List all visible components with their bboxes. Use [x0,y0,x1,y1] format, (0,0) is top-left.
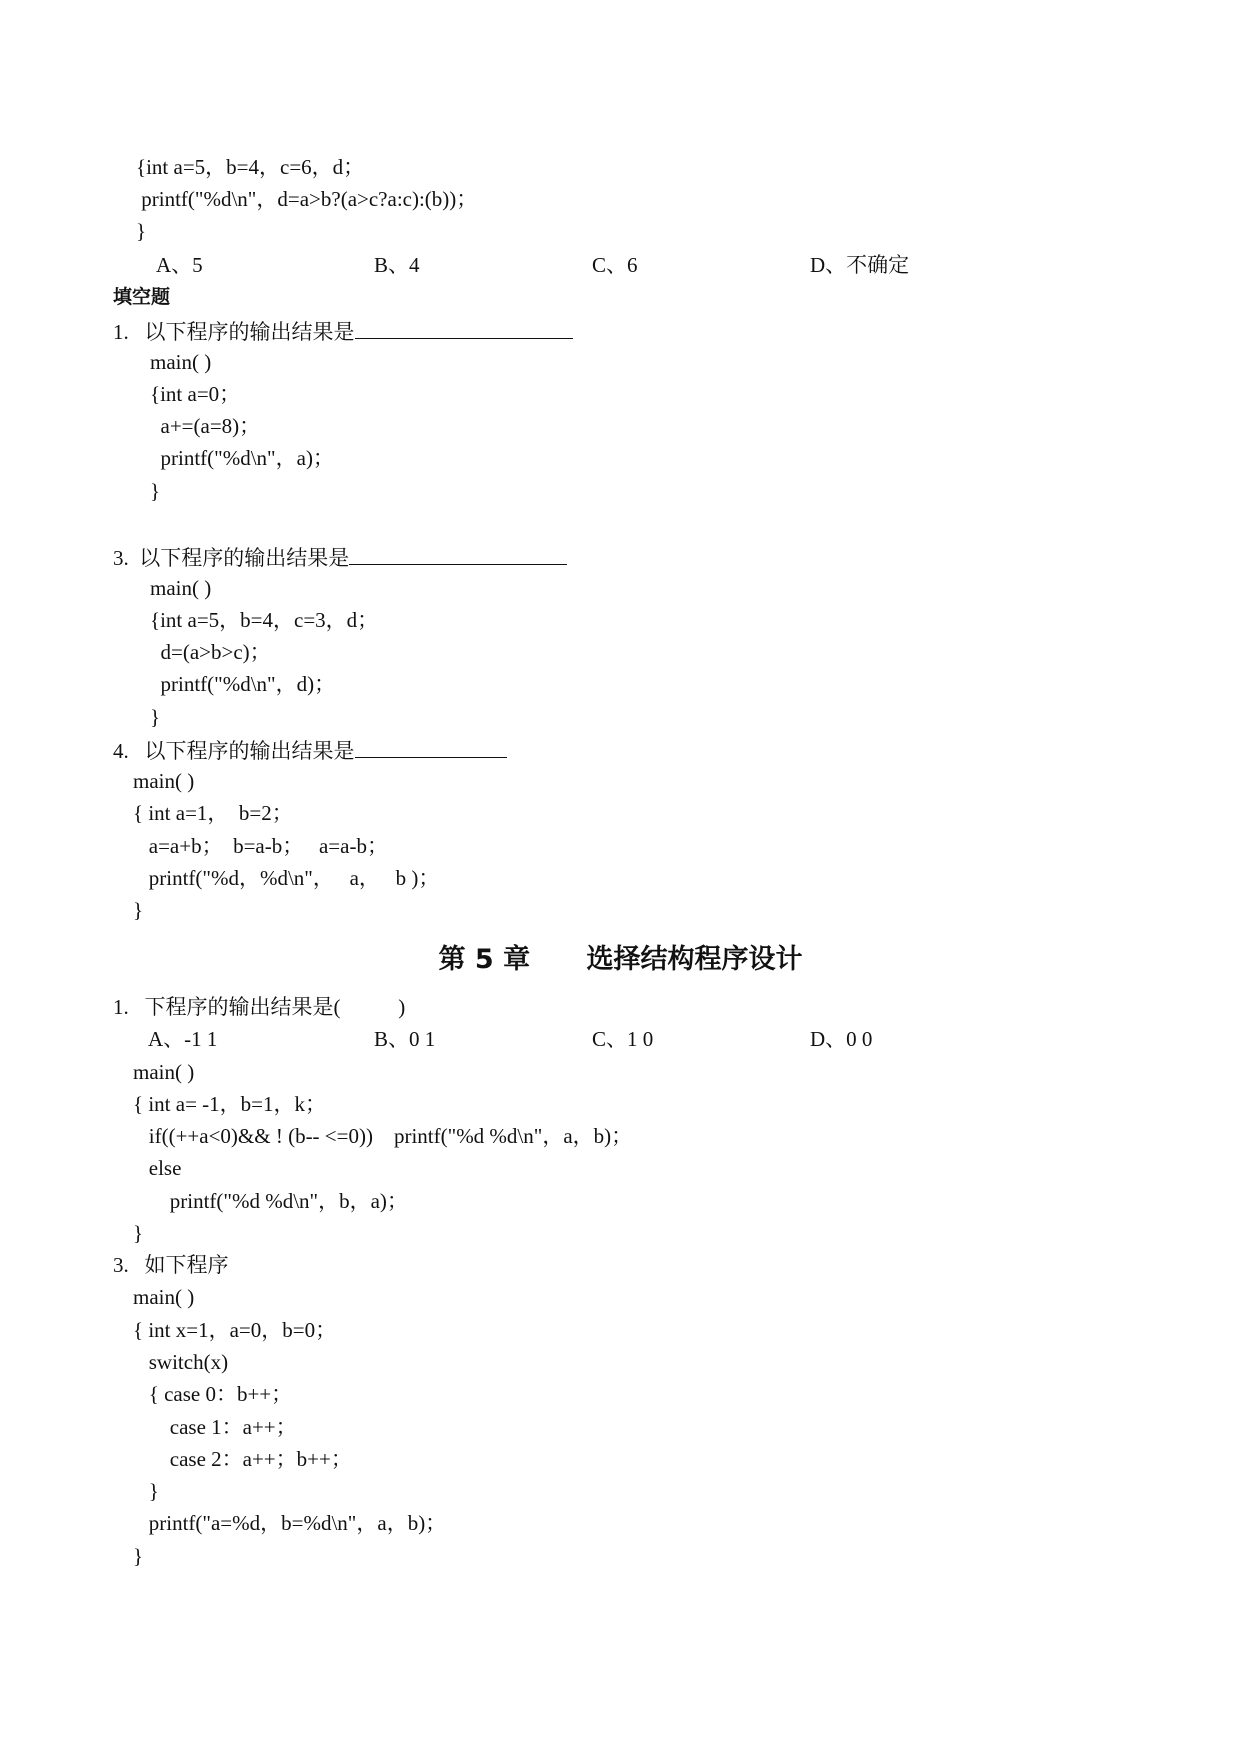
option-d: D、0 0 [810,1027,873,1051]
option-c: C、6 [592,253,638,277]
code-line: printf("%d\n"，a)； [150,446,334,470]
question-1 [113,316,573,344]
code-line: {int a=5，b=4，c=6，d； [136,155,365,179]
answer-blank [349,542,567,565]
question-text: 以下程序的输出结果是 [139,546,350,570]
code-line: main( ) [150,576,212,600]
code-line: main( ) [133,1285,195,1309]
code-line: { case 0：b++； [133,1382,293,1406]
code-line: printf("%d\n"，d)； [150,672,336,696]
option-d: D、不确定 [810,253,910,277]
code-line: } [133,1544,144,1568]
question-number: 1. [113,995,129,1019]
code-line: } [136,219,147,243]
code-line: } [133,1479,159,1503]
question-number: 4. [113,739,129,763]
answer-blank [355,735,507,758]
code-line: { int a=1， b=2； [133,801,293,825]
chapter-question-1 [113,993,405,1021]
question-text: 以下程序的输出结果是 [144,739,355,763]
code-line: main( ) [133,769,195,793]
option-a: A、5 [156,253,203,277]
code-line: {int a=5，b=4，c=3，d； [150,608,379,632]
code-line: main( ) [150,350,212,374]
question-number: 1. [113,320,129,344]
code-line: printf("%d\n"，d=a>b?(a>c?a:c):(b))； [136,187,478,211]
question-number: 3. [113,1253,129,1277]
code-line: {int a=0； [150,382,241,406]
code-line: d=(a>b>c)； [150,640,271,664]
question-text: 以下程序的输出结果是 [144,320,355,344]
section-heading: 填空题 [113,286,171,308]
code-line: printf("%d，%d\n"， a， b )； [133,866,440,890]
code-line: main( ) [133,1060,195,1084]
code-line: else [133,1156,182,1180]
code-line: a+=(a=8)； [150,414,261,438]
answer-blank [355,316,573,339]
code-line: } [133,1221,144,1245]
code-line: switch(x) [133,1350,229,1374]
option-b: B、4 [374,253,420,277]
chapter-title: 第 5 章 选择结构程序设计 [438,944,803,975]
question-number: 3. [113,546,129,570]
code-line: case 2：a++；b++； [133,1447,352,1471]
code-line: a=a+b； b=a-b； a=a-b； [133,834,388,858]
question-text: 下程序的输出结果是( ) [144,995,406,1019]
option-c: C、1 0 [592,1027,654,1051]
code-line: printf("%d %d\n"，b，a)； [133,1189,408,1213]
code-line: if((++a<0)&& ! (b-- <=0)) printf("%d %d\n"，a，b)； [133,1124,633,1148]
code-line: case 1：a++； [133,1415,297,1439]
question-text: 如下程序 [144,1253,229,1277]
question-3 [113,542,567,570]
code-line: printf("a=%d，b=%d\n"，a，b)； [133,1511,447,1535]
code-line: } [133,898,144,922]
code-line: } [150,705,161,729]
chapter-question-3 [113,1251,229,1279]
option-a: A、-1 1 [148,1027,218,1051]
question-4 [113,735,507,763]
option-b: B、0 1 [374,1027,436,1051]
code-line: { int x=1，a=0，b=0； [133,1318,337,1342]
code-line: { int a= -1，b=1，k； [133,1092,326,1116]
code-line: } [150,479,161,503]
